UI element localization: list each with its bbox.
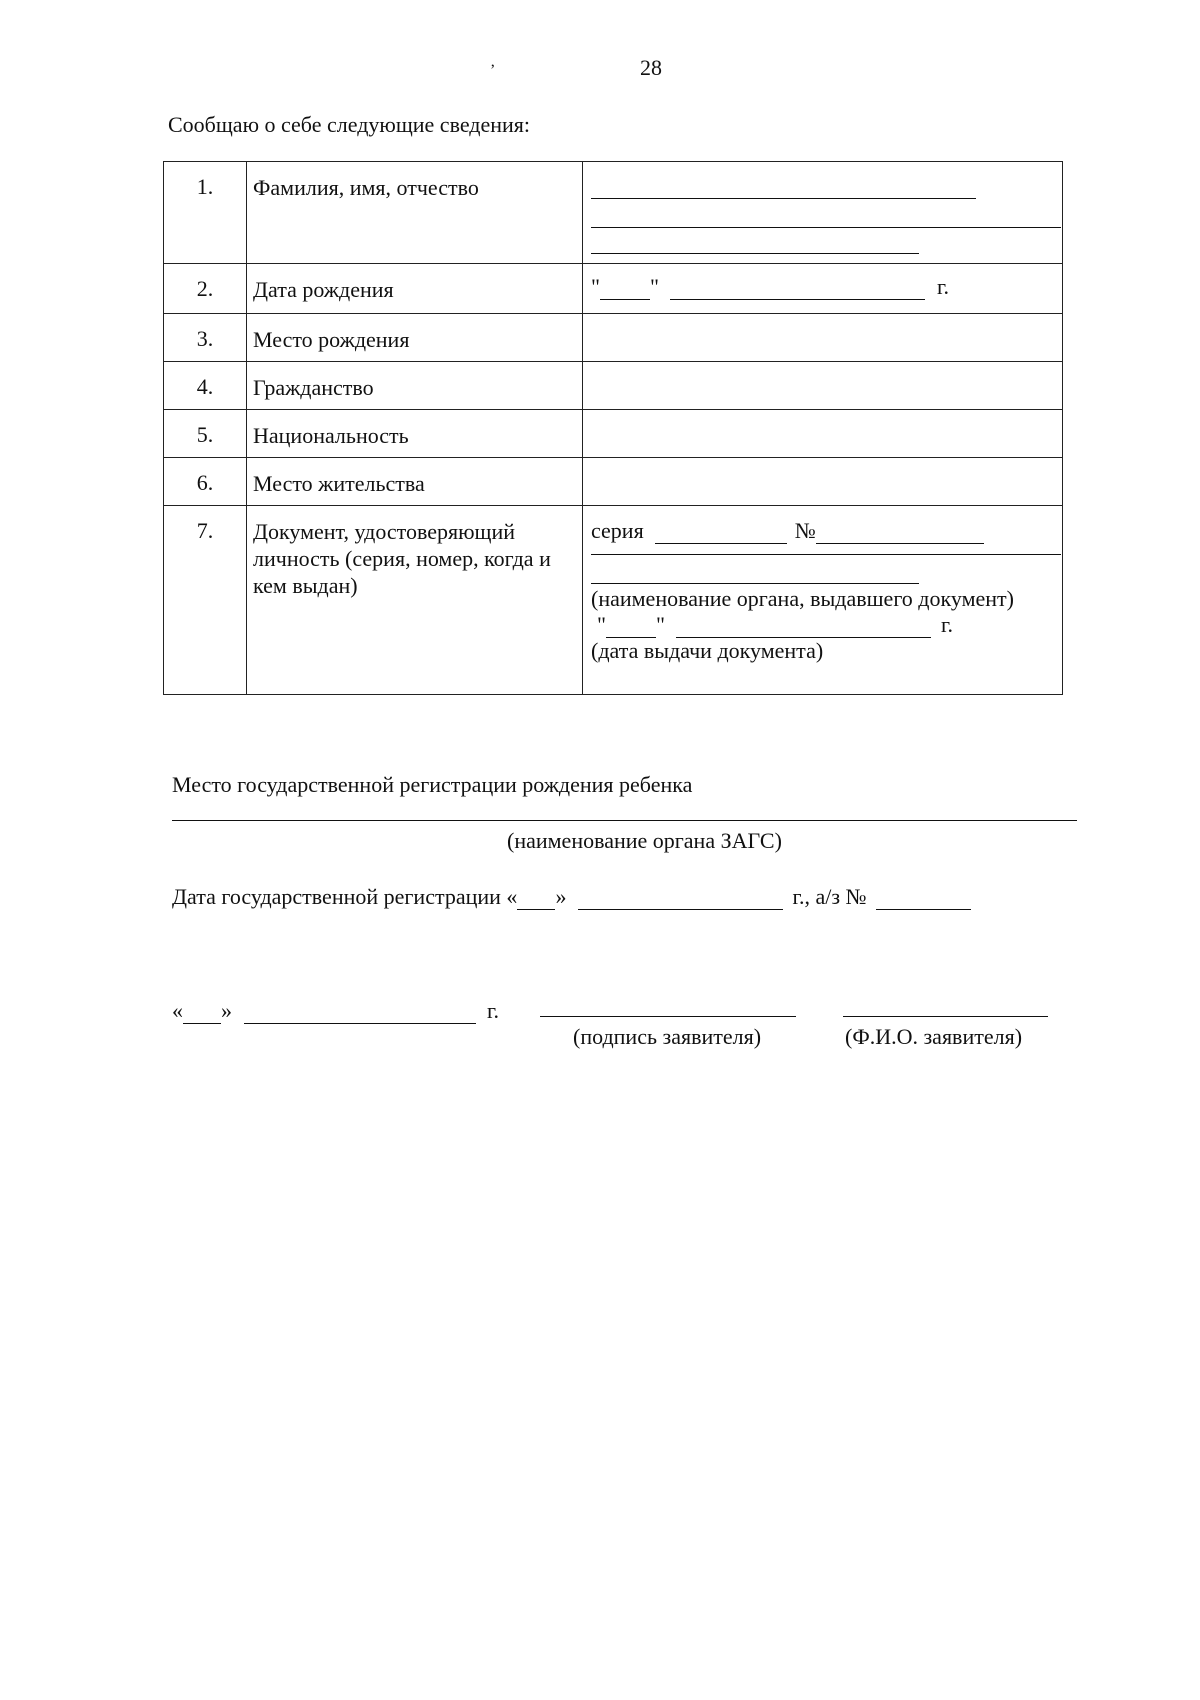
- birth-place-field[interactable]: [583, 314, 1063, 362]
- issuer-line-1: [591, 554, 1061, 555]
- applicant-signature-field[interactable]: [540, 1016, 796, 1017]
- row-label: Документ, удостоверяющий личность (серия, номер, когда и кем выдан): [247, 506, 583, 695]
- registration-place-field[interactable]: [172, 820, 1077, 821]
- fio-value-field[interactable]: [583, 162, 1063, 264]
- number-blank: [816, 523, 984, 544]
- page-number: 28: [640, 55, 662, 80]
- row-number: 1.: [164, 162, 247, 264]
- day-blank: [600, 279, 650, 300]
- issue-month-year-blank: [676, 617, 931, 638]
- row-label: Место рождения: [247, 314, 583, 362]
- series-label: серия: [591, 518, 644, 543]
- table-row: [164, 314, 1063, 362]
- nationality-field[interactable]: [583, 410, 1063, 458]
- number-label: №: [794, 518, 816, 543]
- table-row: [164, 410, 1063, 458]
- issue-date-caption: (дата выдачи документа): [591, 638, 824, 663]
- table-row: [164, 264, 1063, 314]
- birth-date-field[interactable]: [583, 264, 1063, 314]
- registration-year-record-label: г., а/з №: [792, 884, 867, 909]
- issue-day-blank: [606, 617, 656, 638]
- issuer-caption: (наименование органа, выдавшего документ): [591, 586, 1014, 611]
- fio-line-1: [591, 198, 976, 199]
- row-number: 3.: [164, 314, 247, 362]
- registration-date-label: Дата государственной регистрации «: [172, 884, 518, 909]
- registration-organ-caption: (наименование органа ЗАГС): [507, 828, 782, 853]
- quote-open: ": [591, 274, 600, 299]
- issuer-line-2: [591, 583, 919, 584]
- row-label: Место жительства: [247, 458, 583, 506]
- quote-close: ": [655, 612, 665, 637]
- registration-day-field[interactable]: [517, 889, 555, 910]
- table-row: [164, 162, 1063, 264]
- scan-speck: ʼ: [490, 62, 496, 79]
- identity-document-field[interactable]: [583, 506, 1063, 695]
- table-row: [164, 362, 1063, 410]
- citizenship-field[interactable]: [583, 362, 1063, 410]
- row-number: 7.: [164, 506, 247, 695]
- residence-field[interactable]: [583, 458, 1063, 506]
- signature-date-close: »: [221, 998, 232, 1023]
- month-year-blank: [670, 279, 925, 300]
- signature-date-open: «: [172, 998, 183, 1023]
- year-suffix: г.: [487, 998, 500, 1023]
- intro-text: Сообщаю о себе следующие сведения:: [168, 112, 531, 137]
- row-number: 6.: [164, 458, 247, 506]
- fio-line-2: [591, 227, 1061, 228]
- table-row: [164, 458, 1063, 506]
- applicant-fio-field[interactable]: [843, 1016, 1048, 1017]
- quote-open: ": [597, 612, 606, 637]
- row-label: Национальность: [247, 410, 583, 458]
- row-label: Гражданство: [247, 362, 583, 410]
- signature-month-year-field[interactable]: [244, 1003, 476, 1024]
- registration-month-year-field[interactable]: [578, 889, 783, 910]
- year-suffix: г.: [936, 274, 950, 299]
- row-number: 2.: [164, 264, 247, 314]
- table-row: [164, 506, 1063, 695]
- registration-date-close: »: [555, 884, 567, 909]
- year-suffix: г.: [940, 612, 954, 637]
- signature-caption: (подпись заявителя): [573, 1024, 762, 1049]
- row-label: Дата рождения: [247, 264, 583, 314]
- signature-date-row: [172, 998, 499, 1024]
- fio-caption: (Ф.И.О. заявителя): [845, 1024, 1023, 1049]
- registration-date-row: [172, 884, 971, 910]
- row-number: 4.: [164, 362, 247, 410]
- fio-line-3: [591, 253, 919, 254]
- record-number-field[interactable]: [876, 889, 971, 910]
- series-blank: [655, 523, 787, 544]
- applicant-info-table: [163, 161, 1063, 695]
- registration-place-label: Место государственной регистрации рождения ребенка: [172, 772, 693, 797]
- signature-day-field[interactable]: [183, 1003, 221, 1024]
- row-number: 5.: [164, 410, 247, 458]
- quote-close: ": [649, 274, 659, 299]
- row-label: Фамилия, имя, отчество: [247, 162, 583, 264]
